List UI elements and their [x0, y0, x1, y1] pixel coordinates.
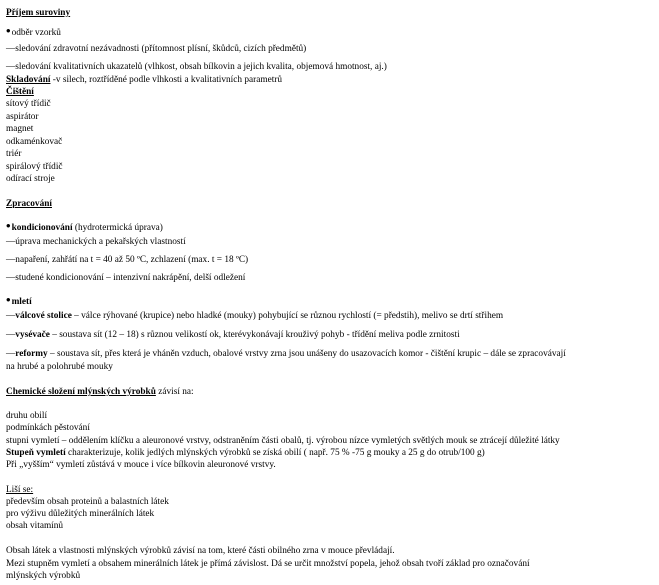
- list-item: stupni vymletí – oddělením klíčku a aleuronové vrstvy, odstraněním části obalů, tj. výrobou nízce vymletých světlých mouk se ztrácejí důležité látky: [6, 436, 560, 446]
- list-item-zdravotni: —sledování zdravotní nezávadnosti (přítomnost plísní, škůdců, cizích předmětů): [6, 44, 307, 54]
- paragraph: Mezi stupněm vymletí a obsahem minerálních látek je přímá závislost. Dá se určit množství popela, jehož obsah tvoří základ pro označování: [6, 559, 530, 569]
- skladovani-line: Skladování -v silech, roztříděné podle vlhkosti a kvalitativních parametrů: [6, 75, 283, 85]
- list-item-kondicionovani: •kondicionování (hydrotermická úprava): [6, 218, 163, 233]
- list-item-kvalitativni: —sledování kvalitativních ukazatelů (vlhkost, obsah bílkovin a jejich kvalita, objemová hmotnost, aj.): [6, 62, 387, 72]
- dash-icon: —: [6, 273, 16, 283]
- bullet-icon: •: [6, 218, 11, 233]
- dash-icon: —: [6, 44, 16, 54]
- list-item-vysevace: —vysévače – soustava sít (12 – 18) s různou velikostí ok, kterévykonávají krouživý pohyb - třídění meliva podle zrnitosti: [6, 330, 460, 340]
- list-item-valcove: —válcové stolice – válce rýhované (krupice) nebo hladké (mouky) pohybující se různou rychlostí (= předstih), melivo se drtí střihem: [6, 311, 504, 321]
- list-item-reformy-cont: na hrubé a polohrubé mouky: [6, 362, 113, 372]
- list-item: —úprava mechanických a pekařských vlastností: [6, 237, 186, 247]
- bullet-icon: •: [6, 292, 11, 307]
- list-item-mleti: •mletí: [6, 292, 32, 307]
- dash-icon: —: [6, 330, 16, 340]
- list-item: pro výživu důležitých minerálních látek: [6, 509, 155, 519]
- list-item: spirálový třídič: [6, 162, 63, 172]
- heading-prijem: Příjem suroviny: [6, 8, 71, 18]
- list-item: sítový třídič: [6, 99, 51, 109]
- heading-skladovani: Skladování: [6, 75, 51, 85]
- heading-cisteni: Čištění: [6, 87, 34, 97]
- list-item-odber: •odběr vzorků: [6, 23, 61, 38]
- bullet-icon: •: [6, 23, 11, 38]
- list-item: triér: [6, 149, 22, 159]
- paragraph: Obsah látek a vlastnosti mlýnských výrobků závisí na tom, které části obilného zrna v mouce převládají.: [6, 546, 395, 556]
- dash-icon: —: [6, 311, 16, 321]
- paragraph-cont: mlýnských výrobků: [6, 571, 81, 581]
- dash-icon: —: [6, 237, 16, 247]
- list-item: odírací stroje: [6, 174, 55, 184]
- list-item: magnet: [6, 124, 34, 134]
- chemicke-heading-line: Chemické složení mlýnských výrobků závisí na:: [6, 387, 194, 397]
- dash-icon: —: [6, 255, 16, 265]
- list-item: podmínkách pěstování: [6, 423, 90, 433]
- vyssim-line: Při „vyšším“ vymletí zůstává v mouce i více bílkovin aleuronové vrstvy.: [6, 460, 276, 470]
- heading-zpracovani: Zpracování: [6, 199, 52, 209]
- heading-lisi: Liší se:: [6, 485, 34, 495]
- list-item-reformy: —reformy – soustava sít, přes která je vháněn vzduch, obalové vrstvy zrna jsou unášeny do usazovacích komor - čištění krupic – dále se zpracovávají: [6, 349, 566, 359]
- list-item: odkaménkovač: [6, 137, 63, 147]
- dash-icon: —: [6, 349, 16, 359]
- list-item: především obsah proteinů a balastních látek: [6, 497, 169, 507]
- list-item: aspirátor: [6, 112, 39, 122]
- list-item: —napaření, zahřátí na t = 40 až 50 ºC, zchlazení (max. t = 18 ºC): [6, 255, 249, 265]
- heading-chemicke: Chemické složení mlýnských výrobků: [6, 387, 156, 397]
- dash-icon: —: [6, 62, 16, 72]
- list-item: obsah vitamínů: [6, 521, 64, 531]
- list-item: druhu obilí: [6, 411, 48, 421]
- list-item: —studené kondicionování – intenzivní nakrápění, delší odležení: [6, 273, 246, 283]
- stupen-vymleti-line: Stupeň vymletí charakterizuje, kolik jedlých mlýnských výrobků se získá obilí ( např. 75 % -75 g mouky a 25 g do otrub/100 g): [6, 448, 485, 458]
